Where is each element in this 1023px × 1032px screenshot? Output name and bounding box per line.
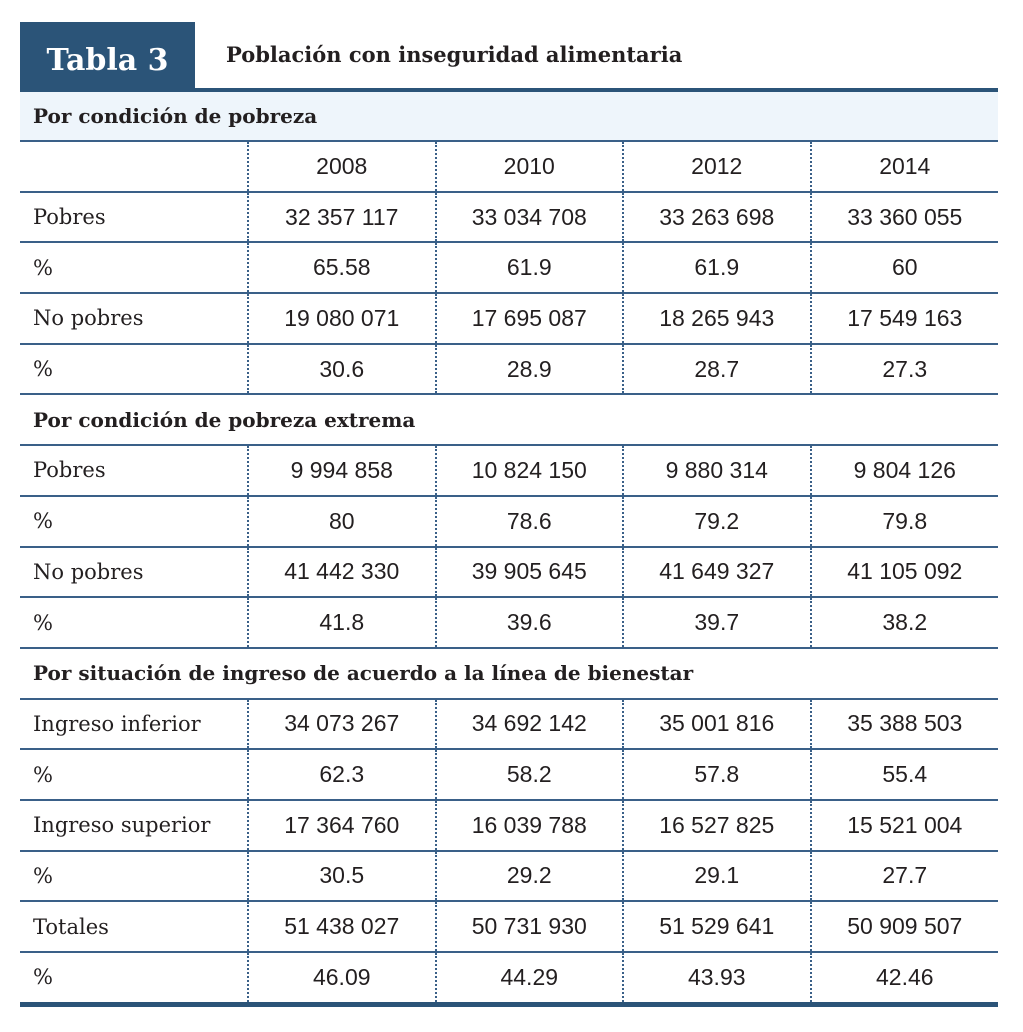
cell: 18 265 943 — [623, 293, 811, 344]
row-label: % — [20, 344, 248, 395]
cell: 46.09 — [248, 952, 436, 1004]
row-label: Ingreso superior — [20, 800, 248, 851]
cell: 50 909 507 — [811, 901, 999, 952]
table-row — [20, 293, 998, 344]
cell: 33 034 708 — [436, 192, 624, 243]
cell: 61.9 — [623, 242, 811, 293]
cell: 29.2 — [436, 851, 624, 902]
cell: 41.8 — [248, 597, 436, 648]
table-row — [20, 952, 998, 1004]
cell: 42.46 — [811, 952, 999, 1004]
cell: 79.2 — [623, 496, 811, 547]
cell: 29.1 — [623, 851, 811, 902]
cell: 41 442 330 — [248, 547, 436, 598]
cell: 16 039 788 — [436, 800, 624, 851]
cell: 79.8 — [811, 496, 999, 547]
cell: 41 649 327 — [623, 547, 811, 598]
year-header: 2010 — [436, 141, 624, 192]
cell: 35 001 816 — [623, 699, 811, 750]
section-title: Por condición de pobreza extrema — [20, 394, 998, 445]
cell: 15 521 004 — [811, 800, 999, 851]
cell: 34 692 142 — [436, 699, 624, 750]
cell: 57.8 — [623, 749, 811, 800]
cell: 58.2 — [436, 749, 624, 800]
section-header — [20, 648, 998, 699]
section-header — [20, 92, 998, 141]
section-header — [20, 394, 998, 445]
cell: 80 — [248, 496, 436, 547]
cell: 33 360 055 — [811, 192, 999, 243]
row-label: % — [20, 749, 248, 800]
row-label: Pobres — [20, 445, 248, 496]
cell: 39.7 — [623, 597, 811, 648]
row-label: % — [20, 242, 248, 293]
table-row — [20, 242, 998, 293]
table-row — [20, 344, 998, 395]
year-header-row — [20, 141, 998, 192]
row-label: No pobres — [20, 293, 248, 344]
cell: 38.2 — [811, 597, 999, 648]
row-label: Pobres — [20, 192, 248, 243]
cell: 28.7 — [623, 344, 811, 395]
cell: 27.3 — [811, 344, 999, 395]
cell: 17 695 087 — [436, 293, 624, 344]
row-label: % — [20, 597, 248, 648]
cell: 61.9 — [436, 242, 624, 293]
cell: 17 549 163 — [811, 293, 999, 344]
cell: 41 105 092 — [811, 547, 999, 598]
cell: 9 880 314 — [623, 445, 811, 496]
row-label: No pobres — [20, 547, 248, 598]
row-label: % — [20, 496, 248, 547]
cell: 19 080 071 — [248, 293, 436, 344]
cell: 34 073 267 — [248, 699, 436, 750]
cell: 51 529 641 — [623, 901, 811, 952]
table-title: Población con inseguridad alimentaria — [226, 42, 683, 67]
year-header: 2008 — [248, 141, 436, 192]
cell: 10 824 150 — [436, 445, 624, 496]
cell: 33 263 698 — [623, 192, 811, 243]
cell: 51 438 027 — [248, 901, 436, 952]
table-figure — [20, 22, 998, 1007]
cell: 65.58 — [248, 242, 436, 293]
table-row — [20, 445, 998, 496]
cell: 28.9 — [436, 344, 624, 395]
cell: 50 731 930 — [436, 901, 624, 952]
cell: 55.4 — [811, 749, 999, 800]
table-row — [20, 496, 998, 547]
cell: 32 357 117 — [248, 192, 436, 243]
cell: 62.3 — [248, 749, 436, 800]
corner-cell — [20, 141, 248, 192]
section-title: Por situación de ingreso de acuerdo a la línea de bienestar — [20, 648, 998, 699]
data-table — [20, 92, 998, 1007]
table-row — [20, 749, 998, 800]
row-label: % — [20, 952, 248, 1004]
cell: 39.6 — [436, 597, 624, 648]
cell: 9 994 858 — [248, 445, 436, 496]
title-row — [20, 22, 998, 88]
table-number-tab: Tabla 3 — [20, 22, 195, 88]
cell: 30.6 — [248, 344, 436, 395]
cell: 30.5 — [248, 851, 436, 902]
table-row — [20, 547, 998, 598]
table-row — [20, 699, 998, 750]
row-label: Totales — [20, 901, 248, 952]
table-row — [20, 901, 998, 952]
row-label: % — [20, 851, 248, 902]
cell: 35 388 503 — [811, 699, 999, 750]
cell: 43.93 — [623, 952, 811, 1004]
table-row — [20, 851, 998, 902]
cell: 27.7 — [811, 851, 999, 902]
cell: 9 804 126 — [811, 445, 999, 496]
table-row — [20, 800, 998, 851]
year-header: 2014 — [811, 141, 999, 192]
cell: 60 — [811, 242, 999, 293]
year-header: 2012 — [623, 141, 811, 192]
cell: 16 527 825 — [623, 800, 811, 851]
table-row — [20, 597, 998, 648]
cell: 39 905 645 — [436, 547, 624, 598]
row-label: Ingreso inferior — [20, 699, 248, 750]
cell: 17 364 760 — [248, 800, 436, 851]
section-title: Por condición de pobreza — [20, 92, 998, 141]
cell: 44.29 — [436, 952, 624, 1004]
table-row — [20, 192, 998, 243]
cell: 78.6 — [436, 496, 624, 547]
